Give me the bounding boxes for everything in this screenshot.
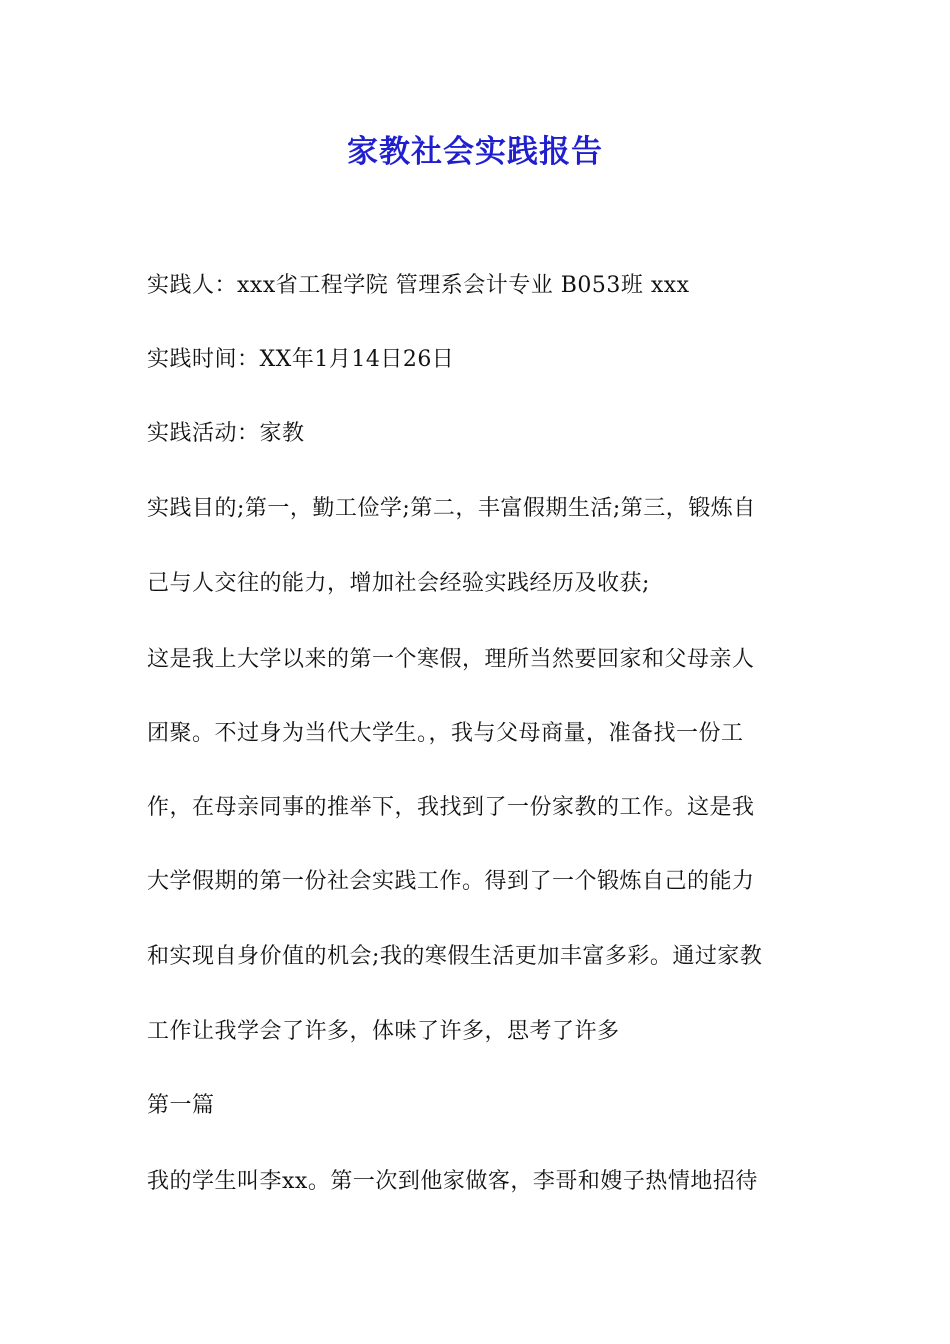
body-paragraph-line-1: 这是我上大学以来的第一个寒假，理所当然要回家和父母亲人	[147, 647, 755, 672]
body-paragraph-line-4: 大学假期的第一份社会实践工作。得到了一个锻炼自己的能力	[147, 869, 755, 894]
document-title: 家教社会实践报告	[347, 134, 603, 170]
body-paragraph-line-6: 工作让我学会了许多，体味了许多，思考了许多	[147, 1019, 620, 1044]
section-heading: 第一篇	[147, 1093, 215, 1118]
section-paragraph-line-1: 我的学生叫李xx。第一次到他家做客，李哥和嫂子热情地招待	[147, 1169, 758, 1194]
body-paragraph-line-2: 团聚。不过身为当代大学生。，我与父母商量，准备找一份工	[147, 721, 744, 746]
purpose-line-2: 己与人交往的能力，增加社会经验实践经历及收获;	[147, 571, 650, 596]
practice-time-line: 实践时间：XX年1月14日26日	[147, 347, 455, 372]
body-paragraph-line-3: 作，在母亲同事的推举下，我找到了一份家教的工作。这是我	[147, 795, 755, 820]
practitioner-line: 实践人：xxx省工程学院 管理系会计专业 B053班 xxx	[147, 273, 690, 298]
purpose-line-1: 实践目的;第一，勤工俭学;第二，丰富假期生活;第三，锻炼自	[147, 496, 756, 521]
body-paragraph-line-5: 和实现自身价值的机会;我的寒假生活更加丰富多彩。通过家教	[147, 944, 763, 969]
practice-activity-line: 实践活动：家教	[147, 421, 305, 446]
